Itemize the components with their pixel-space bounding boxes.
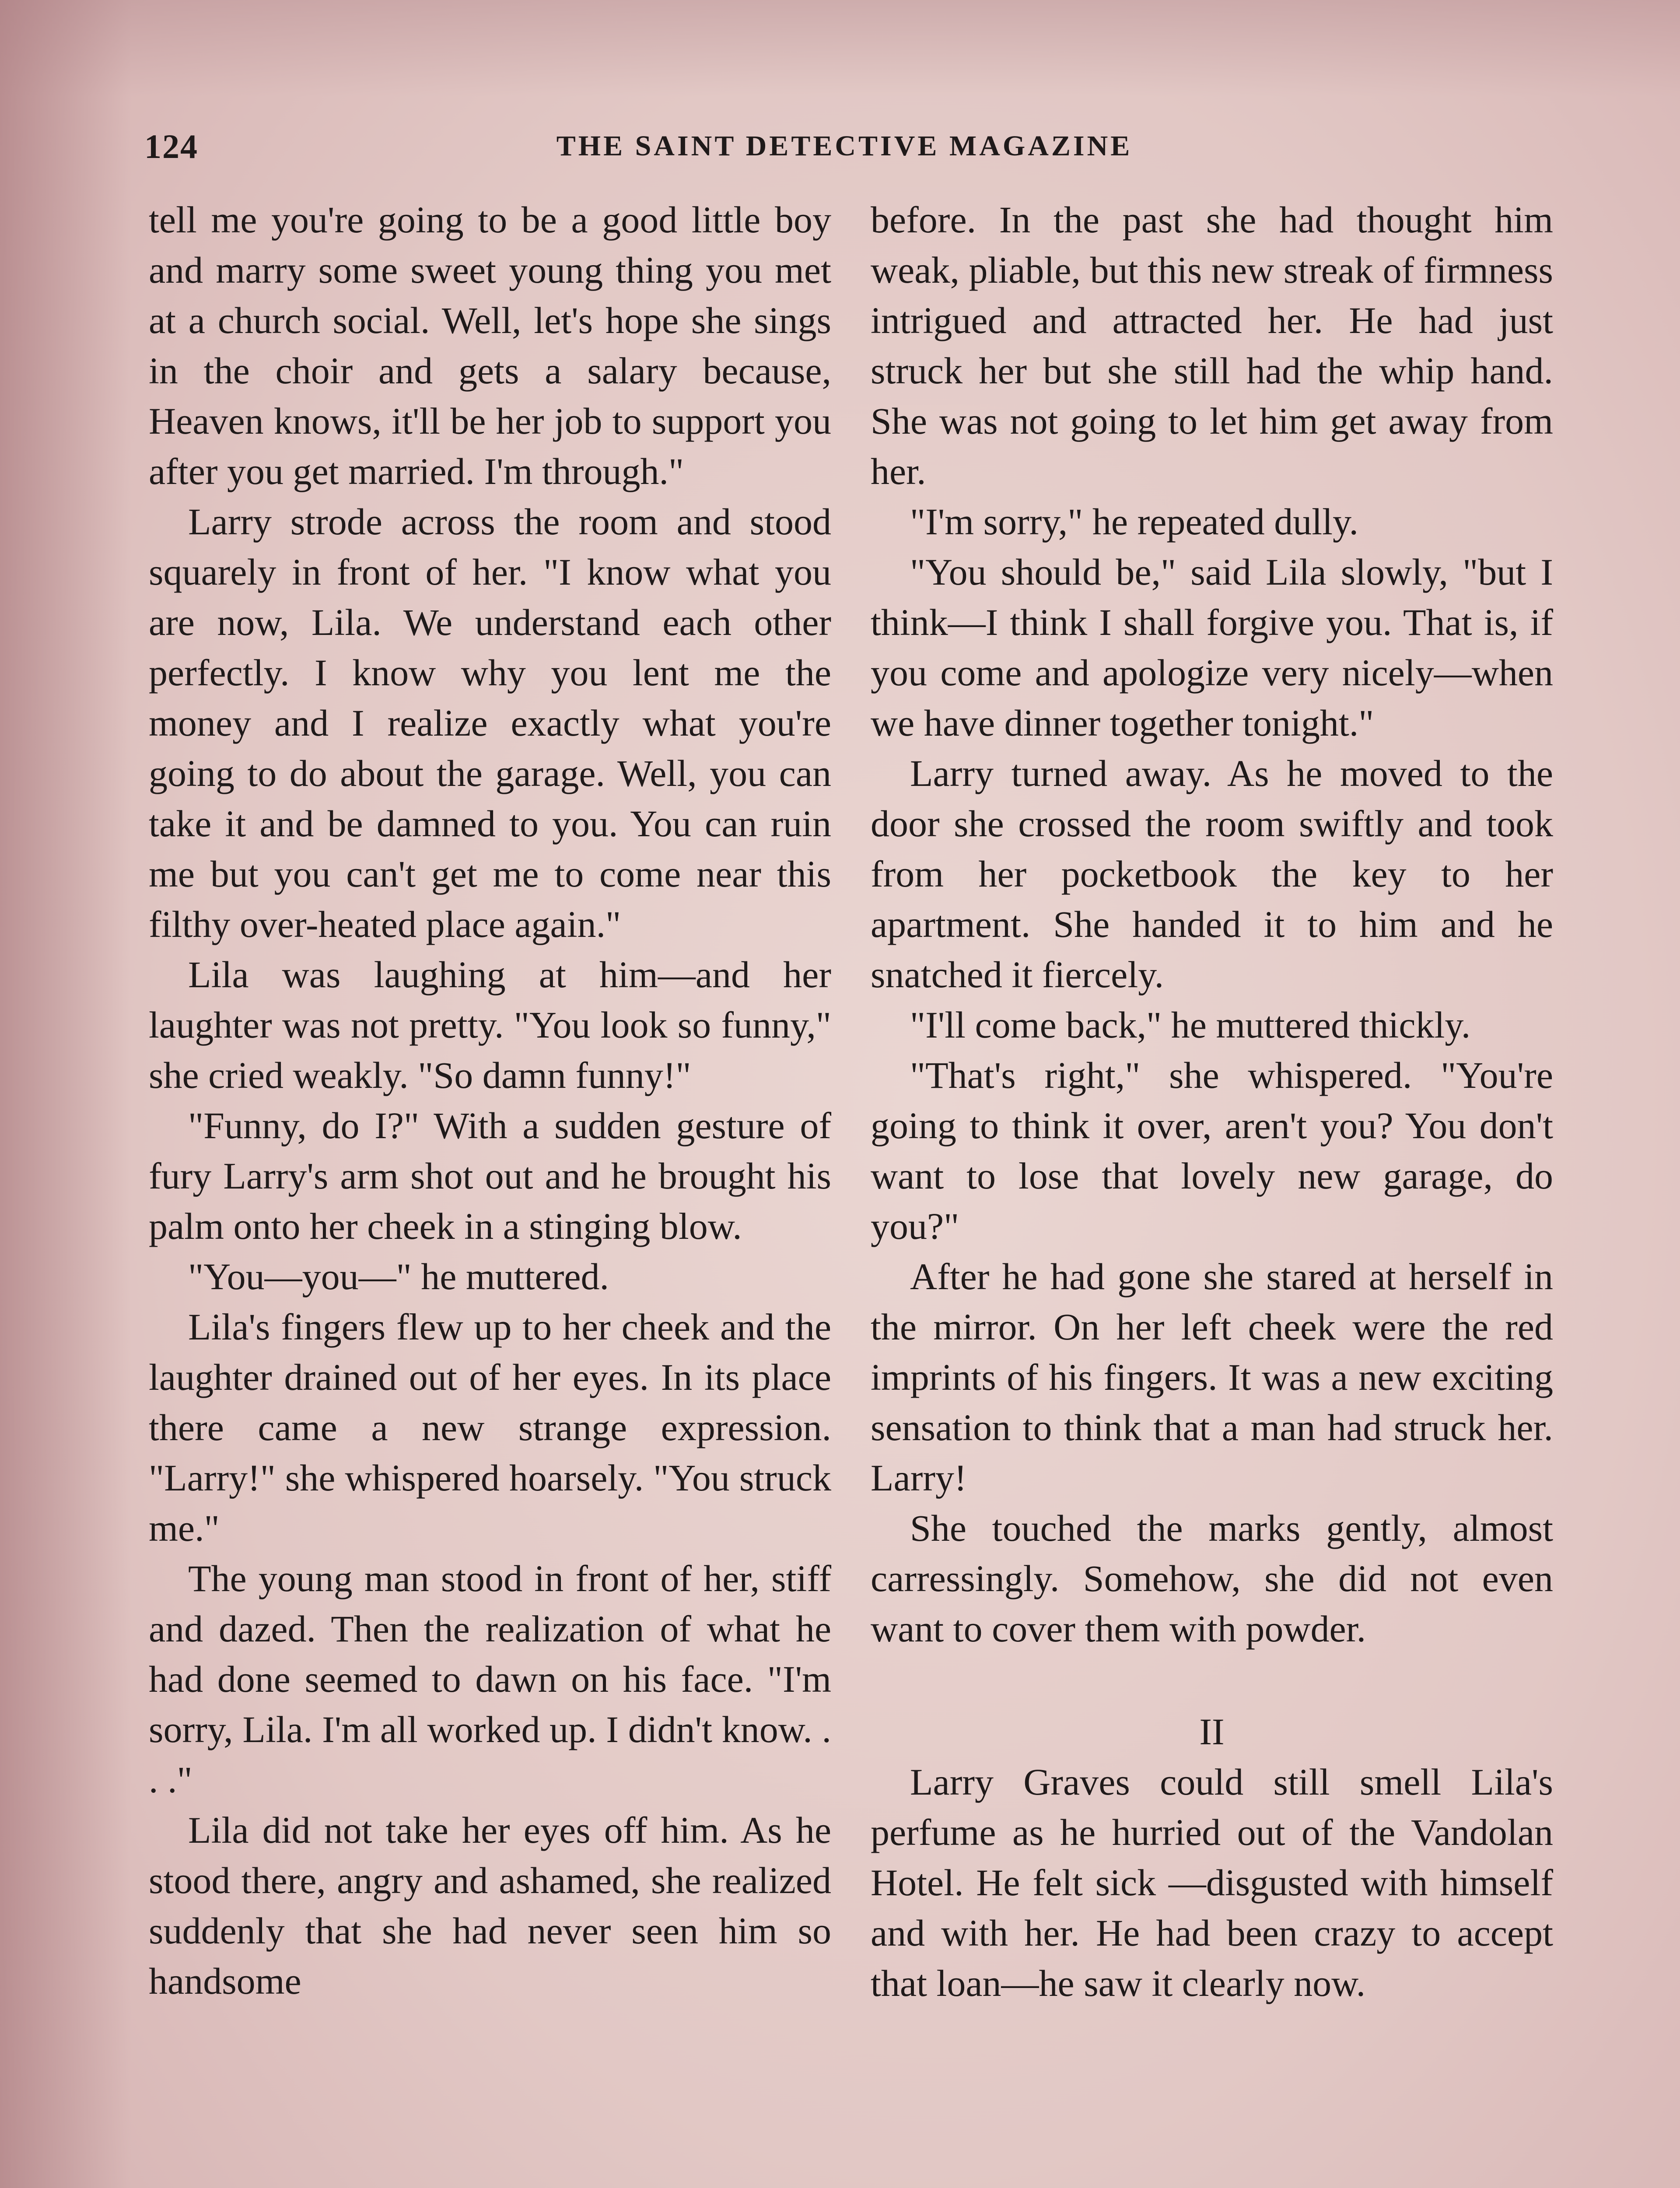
paragraph: Lila's fingers flew up to her cheek and the laughter drained out of her eyes. In its place there came a new strange expression. "Larry!" she whispered hoarsely. "You struck me." [149,1306,831,1549]
page-shadow-left [0,0,131,2188]
paragraph: Lila was laughing at him—and her laughter was not pretty. "You look so funny," she cried weakly. "So damn funny!" [149,954,831,1096]
section-heading: II [1199,1711,1225,1753]
paragraph: "I'm sorry," he repeated dully. [910,501,1358,543]
paragraph: "That's right," she whispered. "You're going to think it over, aren't you? You don't want to lose that lovely new garage, do you?" [871,1054,1553,1247]
paragraph: "Funny, do I?" With a sudden gesture of fury Larry's arm shot out and he brought his palm onto her cheek in a stinging blow. [149,1105,831,1247]
paragraph: The young man stood in front of her, stiff and dazed. Then the realization of what he had done seemed to dawn on his face. "I'm sorry, Lila. I'm all worked up. I didn't know. . . ." [149,1557,831,1801]
paragraph: After he had gone she stared at herself in the mirror. On her left cheek were the red imprints of his fingers. It was a new exciting sensation to think that a man had struck her. Larry! [871,1255,1553,1499]
paragraph: Larry strode across the room and stood squarely in front of her. "I know what you are now, Lila. We understand each other perfectly. I know why you lent me the money and I realize exactly what you're going to do about the garage. Well, you can take it and be damned to you. You can ruin me but you can't get me to come near this filthy over-heated place again." [149,501,831,945]
paragraph: tell me you're going to be a good little boy and marry some sweet young thing you met at a church social. Well, let's hope she sings in the choir and gets a salary because, Heaven knows, it'll be her job to support you after you get married. I'm through." [149,199,831,492]
running-title: THE SAINT DETECTIVE MAGAZINE [556,130,1133,162]
left-column [149,195,831,2006]
right-column [871,195,1553,2009]
paragraph: before. In the past she had thought him weak, pliable, but this new streak of firmness intrigued and attracted her. He had just struck her but she still had the whip hand. She was not going to let him get away from her. [871,199,1553,492]
page-shadow-top [0,0,1680,96]
paragraph: She touched the marks gently, almost carressingly. Somehow, she did not even want to cover them with powder. [871,1507,1553,1650]
page-header [144,127,1544,175]
paragraph: Larry turned away. As he moved to the door she crossed the room swiftly and took from her pocketbook the key to her apartment. She handed it to him and he snatched it fiercely. [871,752,1553,996]
paragraph: Larry Graves could still smell Lila's perfume as he hurried out of the Vandolan Hotel. He felt sick —disgusted with himself and with her. He had been crazy to accept that loan—he saw it clearly now. [871,1761,1553,2004]
paragraph: "You should be," said Lila slowly, "but I think—I think I shall forgive you. That is, if you come and apologize very nicely—when we have dinner together tonight." [871,551,1553,744]
paragraph: "You—you—" he muttered. [188,1255,609,1297]
page-number: 124 [144,127,198,165]
paragraph: "I'll come back," he muttered thickly. [910,1004,1471,1046]
paragraph: Lila did not take her eyes off him. As he stood there, angry and ashamed, she realized suddenly that she had never seen him so handsome [149,1809,831,2002]
